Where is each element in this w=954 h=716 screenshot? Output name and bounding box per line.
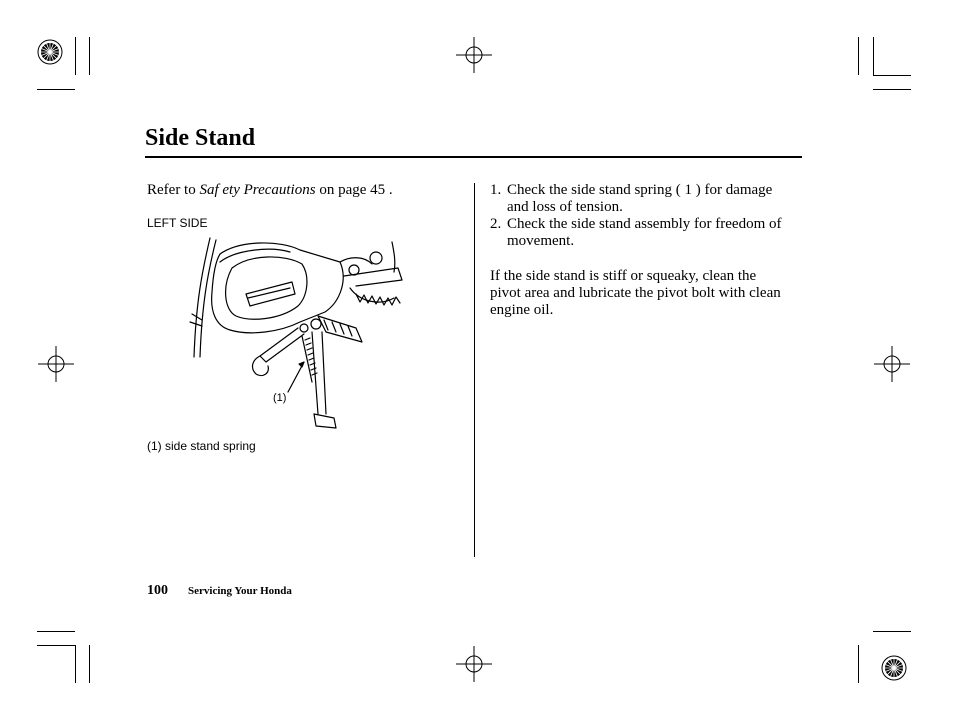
page-title: Side Stand — [145, 125, 256, 151]
figure-callout: (1) — [273, 392, 287, 404]
page-number: 100 — [147, 583, 168, 598]
registration-starburst-icon — [38, 40, 62, 64]
figure-caption: (1) side stand spring — [147, 439, 256, 453]
figure-side-label: LEFT SIDE — [147, 216, 208, 230]
note-text: If the side stand is stiff or squeaky, clean the pivot area and lubricate the pivot bolt with clean engine oil. — [490, 268, 781, 318]
step-text: Check the side stand spring ( 1 ) for damage and loss of tension. — [507, 182, 773, 215]
list-item — [490, 216, 795, 250]
steps-list — [490, 182, 795, 250]
section-name: Servicing Your Honda — [188, 585, 292, 597]
list-item — [490, 182, 795, 216]
step-number: 1. — [490, 182, 502, 198]
safety-precautions-link[interactable]: Saf ety Precautions — [199, 182, 316, 198]
step-text: Check the side stand assembly for freedom of movement. — [507, 216, 782, 249]
intro-prefix: Refer to — [147, 182, 200, 198]
registration-starburst-icon — [882, 656, 906, 680]
column-divider — [474, 183, 475, 557]
intro-text — [147, 182, 393, 199]
intro-suffix: on page 45 . — [315, 182, 393, 198]
title-rule — [145, 156, 802, 158]
side-stand-illustration — [180, 232, 420, 432]
step-number: 2. — [490, 216, 502, 232]
